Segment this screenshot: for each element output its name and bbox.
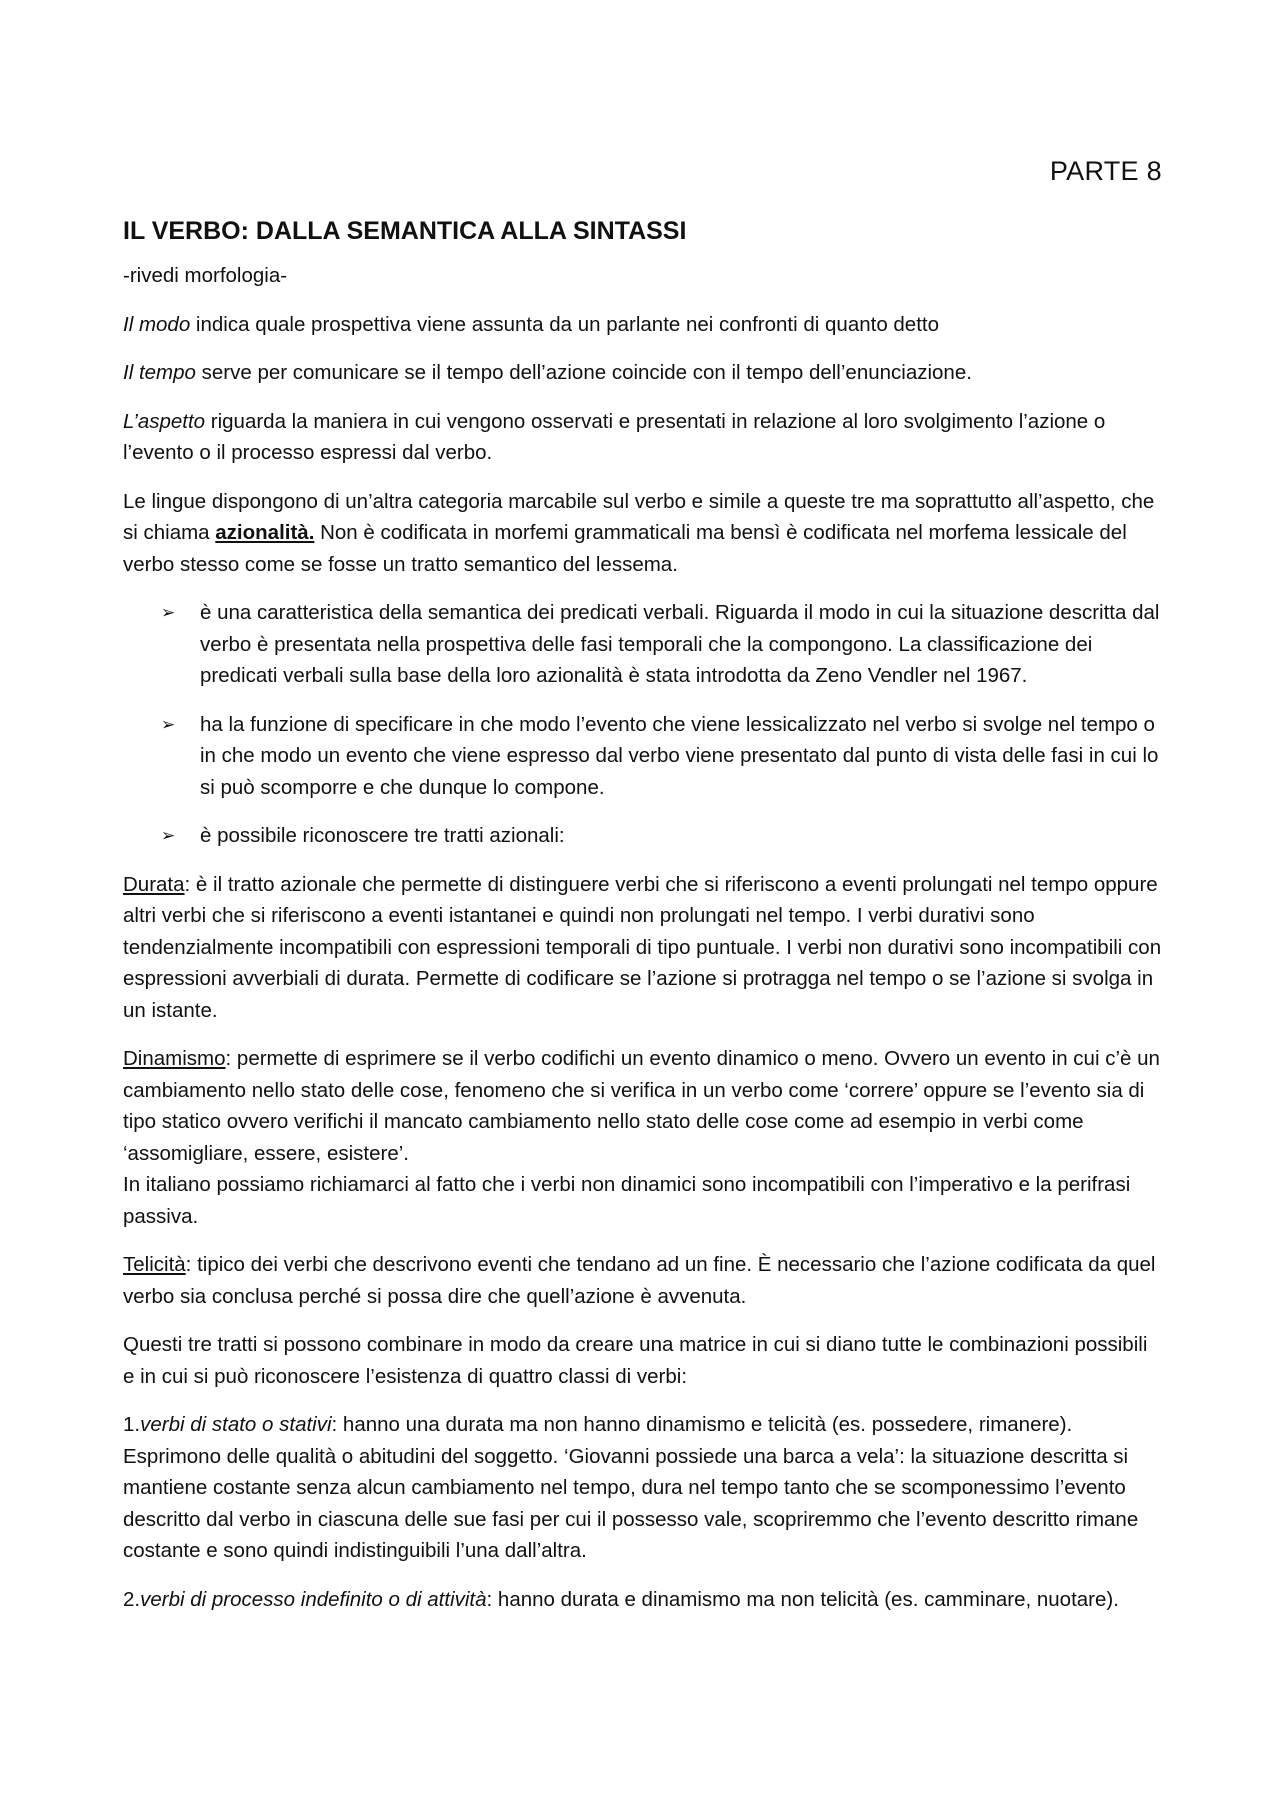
definition-tempo-text: serve per comunicare se il tempo dell’azione coincide con il tempo dell’enunciazione.	[195, 361, 972, 384]
list-item-text: è una caratteristica della semantica dei predicati verbali. Riguarda il modo in cui la situazione descritta dal verbo è presentata nella prospettiva delle fasi temporali che la compongono. La classificazione dei predicati verbali sulla base della loro azionalità è stata introdotta da Zeno Vendler nel 1967.	[200, 601, 1160, 687]
trait-dinamismo-text-2: In italiano possiamo richiamarci al fatto che i verbi non dinamici sono incompatibili con l’imperativo e la perifrasi passiva.	[123, 1173, 1131, 1228]
intro-paragraph	[123, 486, 1163, 581]
verb-class-number: 1.	[123, 1413, 141, 1436]
document-body	[123, 212, 1163, 1632]
term-telicita: Telicità	[123, 1253, 186, 1276]
trait-dinamismo	[123, 1043, 1163, 1232]
definition-modo-text: indica quale prospettiva viene assunta da un parlante nei confronti di quanto detto	[190, 312, 940, 336]
term-durata: Durata	[123, 872, 185, 896]
keyword-azionalita: azionalità.	[215, 521, 315, 544]
verb-class-text: : hanno una durata ma non hanno dinamismo e telicità (es. possedere, rimanere). Esprimono delle qualità o abitudini del soggetto. ‘Giovanni possiede una barca a vela’: la situazione descritta si mantiene costante senza alcun cambiamento nel tempo, dura nel tempo tanto che se scomponessimo l’evento descritto dal verbo in ciascuna delle sue fasi per cui il possesso vale, scopriremmo che l’evento descritto rimane costante e sono quindi indistinguibili l’una dall’altra.	[123, 1413, 1139, 1562]
definition-aspetto	[123, 406, 1163, 469]
definition-modo	[123, 309, 1163, 341]
arrow-bullet-icon: ➢	[161, 826, 176, 845]
verb-class-2	[123, 1584, 1163, 1616]
trait-telicita-text: : tipico dei verbi che descrivono eventi che tendano ad un fine. È necessario che l’azione codificata da quel verbo sia conclusa perché si possa dire che quell’azione è avvenuta.	[123, 1253, 1156, 1308]
verb-class-text: : hanno durata e dinamismo ma non telicità (es. camminare, nuotare).	[486, 1587, 1119, 1611]
review-note: -rivedi morfologia-	[123, 264, 288, 287]
verb-class-term: verbi di processo indefinito o di attività	[140, 1587, 487, 1611]
term-aspetto: L’aspetto	[123, 409, 206, 433]
definition-aspetto-text: riguarda la maniera in cui vengono osservati e presentati in relazione al loro svolgimento l’azione o l’evento o il processo espressi dal verbo.	[123, 409, 1106, 464]
definition-tempo	[123, 357, 1163, 389]
page-title: IL VERBO: DALLA SEMANTICA ALLA SINTASSI	[123, 217, 687, 245]
part-label: PARTE 8	[1049, 156, 1162, 186]
intro-before: Le lingue dispongono di un’altra categoria marcabile sul verbo e simile a queste tre ma soprattutto all’aspetto, che si chiama	[123, 489, 1155, 544]
bullet-list	[123, 597, 1163, 852]
term-dinamismo: Dinamismo	[123, 1047, 226, 1070]
list-item-text: ha la funzione di specificare in che modo l’evento che viene lessicalizzato nel verbo si svolge nel tempo o in che modo un evento che viene espresso dal verbo viene presentato dal punto di vista delle fasi in cui lo si può scomporre e che dunque lo compone.	[200, 712, 1159, 799]
term-tempo: Il tempo	[123, 361, 196, 384]
list-item-text: è possibile riconoscere tre tratti azionali:	[200, 824, 565, 847]
trait-durata-text: : è il tratto azionale che permette di distinguere verbi che si riferiscono a eventi prolungati nel tempo oppure altri verbi che si riferiscono a eventi istantanei e quindi non prolungati nel tempo. I verbi durativi sono tendenzialmente incompatibili con espressioni temporali di tipo puntuale. I verbi non durativi sono incompatibili con espressioni avverbiali di durata. Permette di codificare se l’azione si protragga nel tempo o se l’azione si svolga in un istante.	[123, 872, 1162, 1022]
list-item	[123, 820, 1163, 852]
verb-class-term: verbi di stato o stativi	[140, 1413, 332, 1436]
verb-class-1	[123, 1409, 1163, 1567]
trait-durata	[123, 869, 1163, 1027]
verb-class-number: 2.	[123, 1587, 141, 1611]
trait-telicita	[123, 1249, 1163, 1312]
arrow-bullet-icon: ➢	[161, 714, 176, 734]
arrow-bullet-icon: ➢	[161, 603, 176, 622]
list-item	[123, 709, 1163, 804]
list-item	[123, 597, 1163, 692]
trait-dinamismo-text: : permette di esprimere se il verbo codifichi un evento dinamico o meno. Ovvero un evento in cui c’è un cambiamento nello stato delle cose, fenomeno che si verifica in un verbo come ‘correre’ oppure se l’evento sia di tipo statico ovvero verifichi il mancato cambiamento nello stato delle cose come ad esempio in verbi come ‘assomigliare, essere, esistere’.	[123, 1047, 1160, 1165]
intro-after: Non è codificata in morfemi grammaticali ma bensì è codificata nel morfema lessicale del verbo stesso come se fosse un tratto semantico del lessema.	[123, 521, 1127, 576]
term-modo: Il modo	[123, 312, 191, 336]
matrix-paragraph: Questi tre tratti si possono combinare in modo da creare una matrice in cui si diano tutte le combinazioni possibili e in cui si può riconoscere l’esistenza di quattro classi di verbi:	[123, 1333, 1148, 1388]
